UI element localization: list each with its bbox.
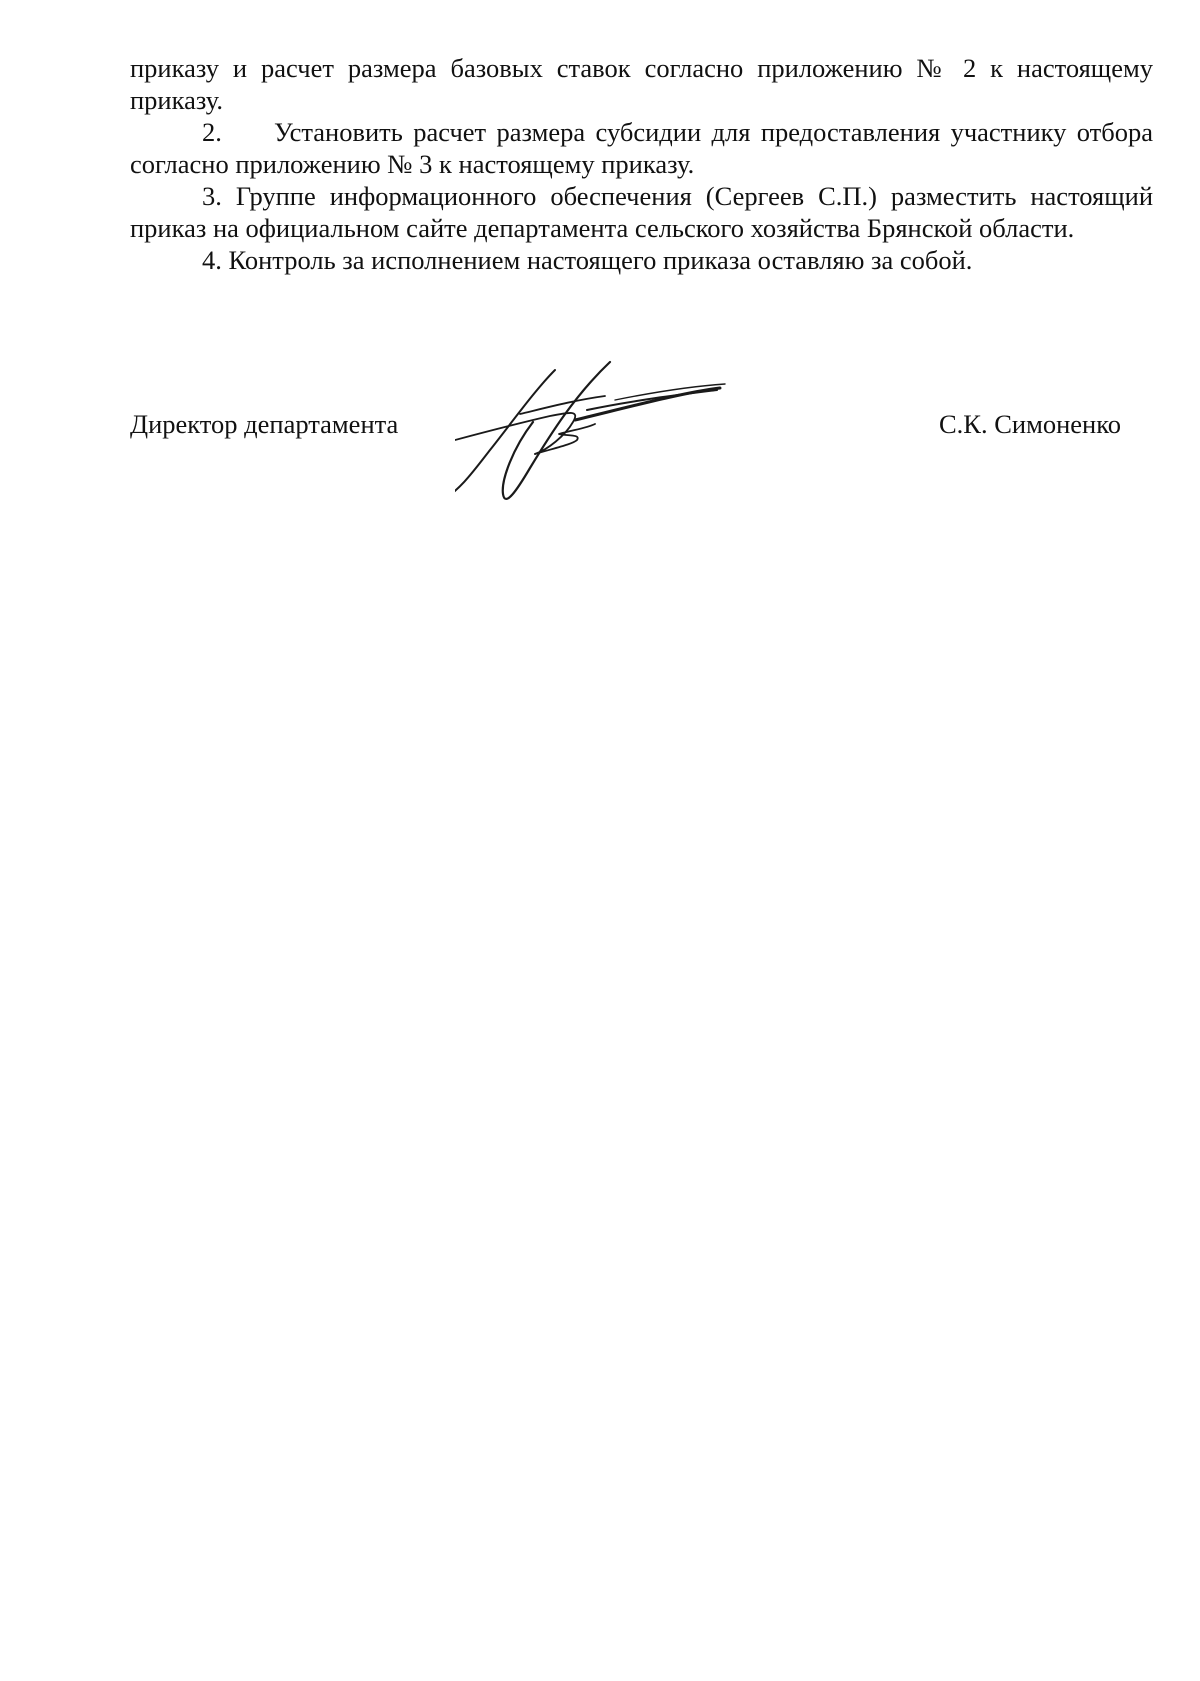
paragraph-item-4 — [130, 244, 1153, 276]
paragraph-item-3 — [130, 180, 1153, 244]
signatory-position: Директор департамента — [130, 409, 399, 439]
item-number-2: 2. — [202, 117, 222, 147]
item-text-3: Группе информационного обеспечения (Сергеев С.П.) разместить настоящий приказ на официальном сайте департамента сельского хозяйства Брянской области. — [130, 181, 1154, 243]
signatory-name: С.К. Симоненко — [939, 409, 1122, 439]
item-number-3: 3. — [202, 181, 222, 211]
item-number-4: 4. — [202, 245, 222, 275]
paragraph-item-2 — [130, 116, 1153, 180]
handwritten-signature — [455, 350, 795, 515]
paragraph-continuation: приказу и расчет размера базовых ставок согласно приложению № 2 к настоящему приказу. — [130, 53, 1153, 115]
item-text-2: Установить расчет размера субсидии для предоставления участнику отбора согласно приложению № 3 к настоящему приказу. — [130, 117, 1153, 179]
item-text-4: Контроль за исполнением настоящего приказа оставляю за собой. — [228, 245, 973, 275]
document-body — [130, 52, 1153, 276]
